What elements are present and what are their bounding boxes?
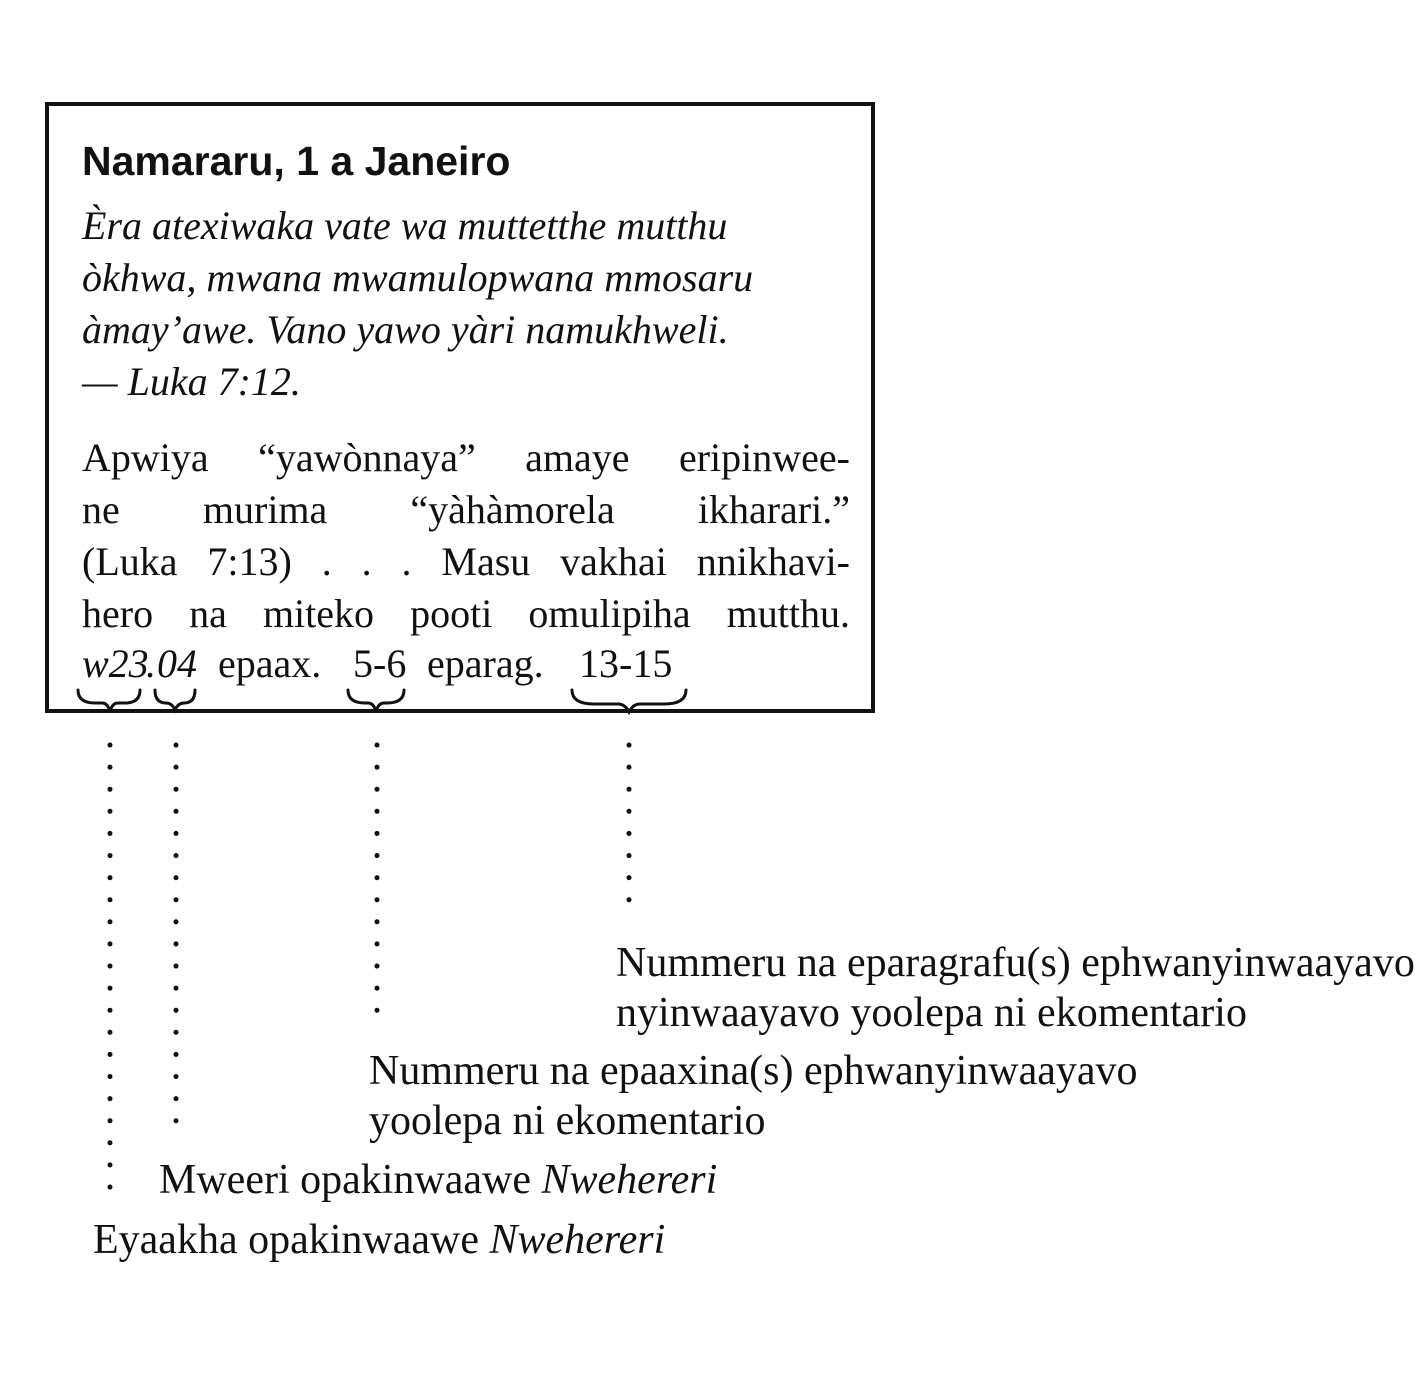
reference-dot: . <box>146 641 156 686</box>
comment-line-4: hero na miteko pooti omulipiha mutthu. <box>82 591 850 636</box>
label-year <box>93 1214 665 1266</box>
verse-line-3: àmay’awe. Vano yawo yàri namukhweli. <box>82 307 729 352</box>
label-pages-line-1: Nummeru na epaaxina(s) ephwanyinwaayavo <box>369 1048 1138 1094</box>
comment-line-2: ne murima “yàhàmorela ikharari.” <box>82 487 850 532</box>
label-year-title: Nwehereri <box>489 1217 666 1263</box>
brace-pages <box>348 690 404 712</box>
label-paragraphs-line-2: nyinwaayavo yoolepa ni ekomentario <box>616 990 1247 1036</box>
label-year-prefix: Eyaakha opakinwaawe <box>93 1217 490 1263</box>
reference-year: w23 <box>82 641 149 686</box>
label-paragraphs-line-1: Nummeru na eparagrafu(s) ephwanyinwaayavo <box>616 940 1415 986</box>
brace-year <box>78 690 140 712</box>
reference-paragraph-word: eparag. <box>427 641 544 686</box>
reference-month: 04 <box>157 641 197 686</box>
label-month <box>159 1154 717 1206</box>
reference-pages: 5-6 <box>353 641 407 686</box>
brace-paragraphs <box>572 690 686 712</box>
daily-text-date-heading: Namararu, 1 a Janeiro <box>82 138 511 184</box>
verse-line-1: Èra atexiwaka vate wa muttetthe mutthu <box>82 203 728 248</box>
reference-paragraphs: 13-15 <box>579 641 673 686</box>
reference-page-word: epaax. <box>218 641 322 686</box>
comment-line-1: Apwiya “yawònnaya” amaye eripinwee- <box>82 435 850 480</box>
verse-citation: — Luka 7:12. <box>82 359 301 404</box>
comment-line-3: (Luka 7:13) . . . Masu vakhai nnikhavi- <box>82 539 850 584</box>
label-month-prefix: Mweeri opakinwaawe <box>159 1157 542 1203</box>
label-month-title: Nwehereri <box>541 1157 718 1203</box>
label-pages-line-2: yoolepa ni ekomentario <box>369 1098 766 1144</box>
verse-line-2: òkhwa, mwana mwamulopwana mmosaru <box>82 255 754 300</box>
brace-month <box>155 690 195 710</box>
